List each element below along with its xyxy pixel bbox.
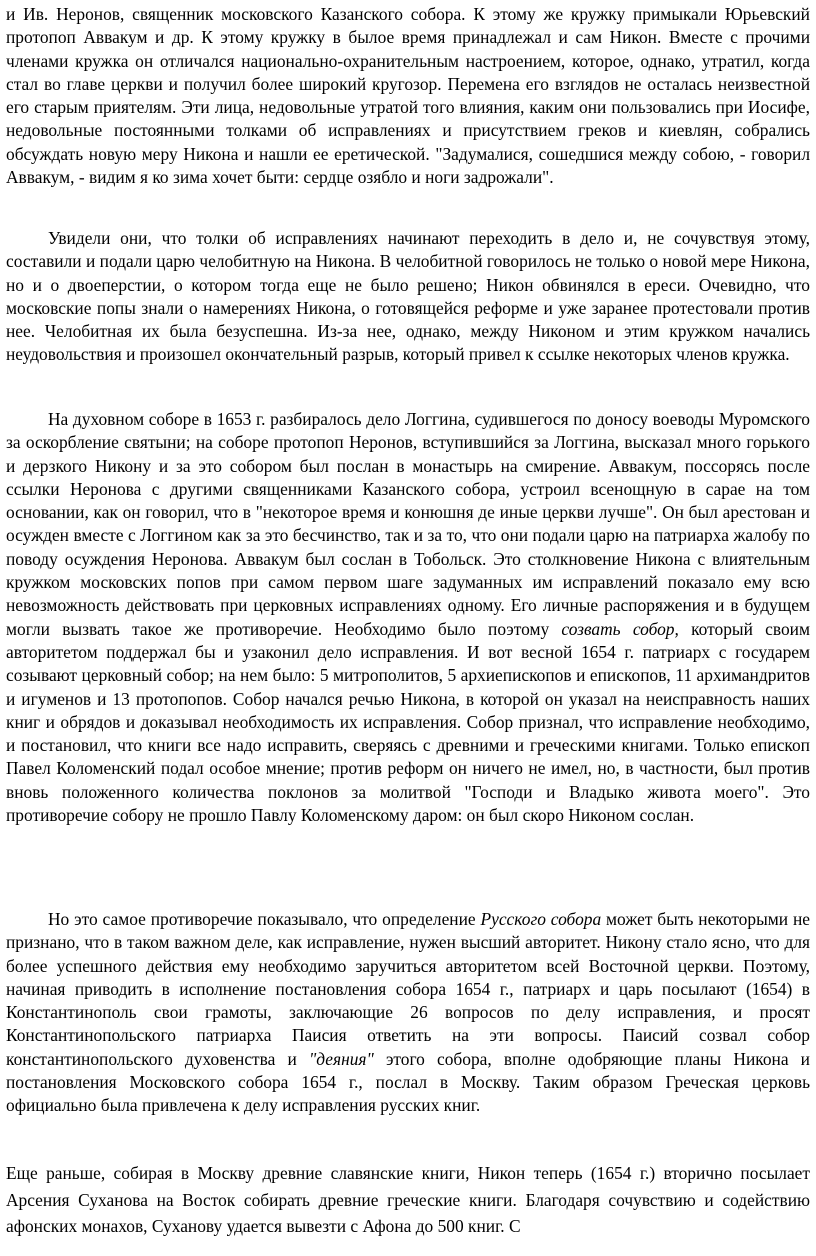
paragraph-4-emphasis: Русского собора <box>480 909 602 929</box>
paragraph-4-emphasis-2: "деяния" <box>308 1048 374 1069</box>
paragraph-3 <box>6 408 810 827</box>
paragraph-3-text-start: На духовном соборе в 1653 г. разбиралось дело Логгина, судившегося по доносу воеводы Муромского за оскорбление святыни; на соборе протопоп Неронов, вступившийся за Логгина, высказал много горького и дерзкого Никону и за это собором был послан в монастырь на смирение. Аввакум, поссорясь после ссылки Неронова с другими священниками Казанского собора, устроил всенощную в сарае на том основании, как он говорил, что в "некоторое время и конюшня де иные церкви лучше". Он был арестован и осужден вместе с Логгином как за это бесчинство, так и за то, что они подали царю на патриарха жалобу по поводу осуждения Неронова. Аввакум был сослан в Тобольск. Это столкновение Никона с влиятельным кружком московских попов при самом первом шаге задуманных им исправлений показало ему всю невозможность действовать при церковных исправлениях одному. Его личные распоряжения и в будущем могли вызвать такое же противоречие. Необходимо было поэтому <box>6 409 810 639</box>
paragraph-1 <box>6 3 810 189</box>
paragraph-2-text: Увидели они, что толки об исправлениях начинают переходить в дело и, не сочувствуя этому, составили и подали царю челобитную на Никона. В челобитной говорилось не только о новой мере Никона, но и о двоеперстии, о котором тогда еще не было решено; Никон обвинялся в ереси. Очевидно, что московские попы знали о намерениях Никона, о готовящейся реформе и уже заранее протестовали против нее. Челобитная их была безуспешна. Из-за нее, однако, между Никоном и этим кружком начались неудовольствия и произошел окончательный разрыв, который привел к ссылке некоторых членов кружка. <box>6 228 810 365</box>
paragraph-3-text-end: который своим авторитетом поддержал бы и узаконил дело исправления. И вот весной 1654 г. патриарх с государем созывают церковный собор; на нем было: 5 митрополитов, 5 архиепископов и епископов, 11 архимандритов и игуменов и 13 протопопов. Собор начался речью Никона, в которой он указал на неисправность наших книг и обрядов и доказывал необходимость их исправления. Собор признал, что исправление необходимо, и постановил, что книги все надо исправить, сверяясь с древними и греческими книгами. Только епископ Павел Коломенский подал особое мнение; против реформ он ничего не имел, но, в частности, был против вновь положенного количества поклонов за молитвой "Господи и Владыко живота моего". Это противоречие собору не прошло Павлу Коломенскому даром: он был скоро Никоном сослан. <box>6 618 810 826</box>
paragraph-4-text-start: Но это самое противоречие показывало, что определение <box>48 909 481 929</box>
paragraph-4 <box>6 908 810 1118</box>
paragraph-5-text: Еще раньше, собирая в Москву древние славянские книги, Никон теперь (1654 г.) вторично посылает Арсения Суханова на Восток собирать древние греческие книги. Благодаря сочувствию и содействию афонских монахов, Суханову удается вывезти с Афона до 500 книг. С <box>6 1163 810 1236</box>
paragraph-1-text: и Ив. Неронов, священник московского Казанского собора. К этому же кружку примыкали Юрьевский протопоп Аввакум и др. К этому кружку в былое время принадлежал и сам Никон. Вместе с прочими членами кружка он отличался национально-охранительным настроением, которое, однако, утратил, когда стал во главе церкви и получил более широкий кругозор. Перемена его взглядов не осталась неизвестной его старым приятелям. Эти лица, недовольные утратой того влияния, каким они пользовались при Иосифе, недовольные постоянными толками об исправлениях и присутствием греков и киевлян, собрались обсуждать новую меру Никона и нашли ее еретической. "Задумалися, сошедшися между собою, - говорил Аввакум, - видим я ко зима хочет быти: сердце озябло и ноги задрожали". <box>6 4 810 188</box>
paragraph-3-emphasis: созвать собор, <box>561 618 679 639</box>
paragraph-4-text-middle: может быть некоторыми не признано, что в таком важном деле, как исправление, нужен высший авторитет. Никону стало ясно, что для более успешного действия ему необходимо заручиться авторитетом всей Восточной церкви. Поэтому, начиная приводить в исполнение постановления собора 1654 г., патриарх и царь посылают (1654) в Константинополь свои грамоты, заключающие 26 вопросов по делу исправления, и просят Константинопольского патриарха Паисия ответить на эти вопросы. Паисий созвал собор константинопольского духовенства и <box>6 909 810 1069</box>
paragraph-4-text-end: этого собора, вполне одобряющие планы Никона и постановления Московского собора 1654 г., послал в Москву. Таким образом Греческая церковь официально была привлечена к делу исправления русских книг. <box>6 1048 810 1116</box>
paragraph-5 <box>6 1160 810 1240</box>
paragraph-2 <box>6 227 810 367</box>
